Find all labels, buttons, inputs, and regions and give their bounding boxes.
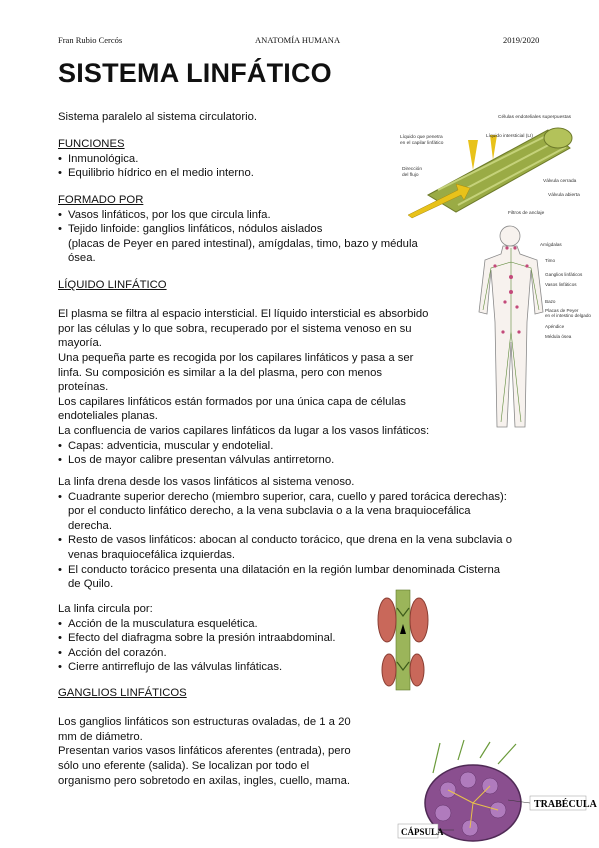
text-line: derecha. <box>68 519 112 532</box>
funciones-section <box>58 137 254 181</box>
text-line: por el conducto linfático derecho, a la vena subclavia o a la vena braquiocefálica <box>68 505 471 518</box>
formado-section <box>58 193 418 266</box>
lymph-capillary-illustration <box>398 110 588 220</box>
figure-label: Válvula abierta <box>548 193 580 198</box>
figure-label: Amígdalas <box>540 242 562 247</box>
list-item: • Acción de la musculatura esquelética. <box>58 617 336 632</box>
paragraph <box>58 395 429 424</box>
figure-label: Bazo <box>545 299 556 304</box>
list-item: • Los de mayor calibre presentan válvulas antirretorno. <box>58 453 429 468</box>
figure-label: Válvula cerrada <box>543 179 577 184</box>
ganglios-heading: GANGLIOS LINFÁTICOS <box>58 687 187 699</box>
text-line: • Resto de vasos linfáticos: abocan al conducto torácico, que drena en la vena subclavia o <box>68 534 512 547</box>
list-item <box>58 533 512 562</box>
lymph-vessel <box>396 590 410 690</box>
figure-label: Vasos linfáticos <box>545 282 577 287</box>
list-item: • Efecto del diafragma sobre la presión intraabdominal. <box>58 631 336 646</box>
figure-label: del flujo <box>402 173 419 178</box>
circula-section <box>58 602 336 675</box>
text-line: ósea. <box>68 252 96 265</box>
text-line: organismo pero sobretodo en axilas, ingles, cuello, mama. <box>58 774 350 787</box>
list-item <box>58 222 418 266</box>
ganglios-section <box>58 686 351 788</box>
figure-label: en el capilar linfático <box>400 141 444 146</box>
text-line: linfa. Su composición es similar a la del plasma, pero con menos <box>58 366 382 379</box>
paragraph <box>58 744 351 788</box>
text-line: de Quilo. <box>68 578 114 591</box>
intro-text: Sistema paralelo al sistema circulatorio. <box>58 111 258 123</box>
list-item: • Cierre antirreflujo de las válvulas linfáticas. <box>58 660 336 675</box>
muscle-right <box>410 598 428 642</box>
text-line: • El conducto torácico presenta una dilatación en la región lumbar denominada Cisterna <box>68 563 501 576</box>
figure-label: Dirección <box>402 167 422 172</box>
lymph-node-illustration <box>398 738 597 843</box>
funciones-list <box>58 152 254 181</box>
figure-label: Apéndice <box>545 324 565 329</box>
lymphatic-body-illustration <box>465 222 595 432</box>
figure-label: Líquido que penetra <box>400 135 443 140</box>
text-line: Presentan varios vasos linfáticos aferentes (entrada), pero <box>58 745 351 758</box>
list-item: • Vasos linfáticos, por los que circula linfa. <box>58 208 418 223</box>
list-item: • Capas: adventicia, muscular y endotelial. <box>58 439 429 454</box>
header-author: Fran Rubio Cercós <box>58 35 123 45</box>
paragraph: La linfa circula por: <box>58 603 153 615</box>
text-line: • Tejido linfoide: ganglios linfáticos, nódulos aislados <box>68 223 323 236</box>
figure-label: Ganglios linfáticos <box>545 272 583 277</box>
paragraph <box>58 715 351 744</box>
funciones-heading: FUNCIONES <box>58 138 125 150</box>
figure-label: en el intestino delgado <box>545 313 591 318</box>
list-item <box>58 563 512 592</box>
text-line: El plasma se filtra al espacio intersticial. El líquido intersticial es absorbido <box>58 308 429 321</box>
text-line: sólo uno eferente (salida). Se localizan por todo el <box>58 759 310 772</box>
text-line: (placas de Peyer en pared intestinal), amígdalas, timo, bazo y médula <box>68 237 418 250</box>
figure-label: Timo <box>545 258 556 263</box>
liquido-section <box>58 278 429 468</box>
formado-list <box>58 208 418 266</box>
muscle-pump-illustration <box>378 590 428 690</box>
text-line: mayoría. <box>58 337 102 350</box>
text-line: Los ganglios linfáticos son estructuras ovaladas, de 1 a 20 <box>58 716 351 729</box>
list-item: • Inmunológica. <box>58 152 254 167</box>
text-line: mm de diámetro. <box>58 730 143 743</box>
capsula-label: CÁPSULA <box>401 827 444 837</box>
list-item: • Equilibrio hídrico en el medio interno. <box>58 166 254 181</box>
header-year: 2019/2020 <box>503 35 540 45</box>
muscle-left <box>378 598 396 642</box>
text-line: por las células y lo que sobra, recuperado por el sistema venoso en su <box>58 322 412 335</box>
header-subject: ANATOMÍA HUMANA <box>255 35 341 45</box>
liquido-list <box>58 439 429 468</box>
paragraph <box>58 307 429 351</box>
paragraph <box>58 351 429 395</box>
page-title: SISTEMA LINFÁTICO <box>58 58 332 88</box>
muscle-right <box>410 654 424 686</box>
figure-label: Placas de Peyer <box>545 308 579 313</box>
figure-label: Líquido intersticial (LI) <box>486 134 533 139</box>
text-line: • Cuadrante superior derecho (miembro superior, cara, cuello y pared torácica derechas): <box>68 490 507 503</box>
list-item: • Acción del corazón. <box>58 646 336 661</box>
list-item <box>58 490 512 534</box>
liquido-heading: LÍQUIDO LINFÁTICO <box>58 279 167 291</box>
drenaje-section <box>58 475 512 592</box>
paragraph: La linfa drena desde los vasos linfáticos al sistema venoso. <box>58 476 355 488</box>
paragraph: La confluencia de varios capilares linfáticos da lugar a los vasos linfáticos: <box>58 424 430 437</box>
text-line: Los capilares linfáticos están formados por una única capa de células <box>58 395 406 408</box>
text-line: proteínas. <box>58 381 109 394</box>
figure-label: Células endoteliales superpuestas <box>498 115 572 120</box>
drenaje-list <box>58 490 512 592</box>
figure-label: Filtros de anclaje <box>508 211 545 216</box>
muscle-left <box>382 654 396 686</box>
trabecula-label: TRABÉCULA <box>534 799 597 810</box>
text-line: endoteliales planas. <box>58 410 158 423</box>
figure-label: Médula ósea <box>545 334 572 339</box>
circula-list <box>58 617 336 675</box>
text-line: Una pequeña parte es recogida por los capilares linfáticos y pasa a ser <box>58 351 414 364</box>
text-line: venas braquiocefálica izquierdas. <box>68 548 236 561</box>
formado-heading: FORMADO POR <box>58 194 144 206</box>
